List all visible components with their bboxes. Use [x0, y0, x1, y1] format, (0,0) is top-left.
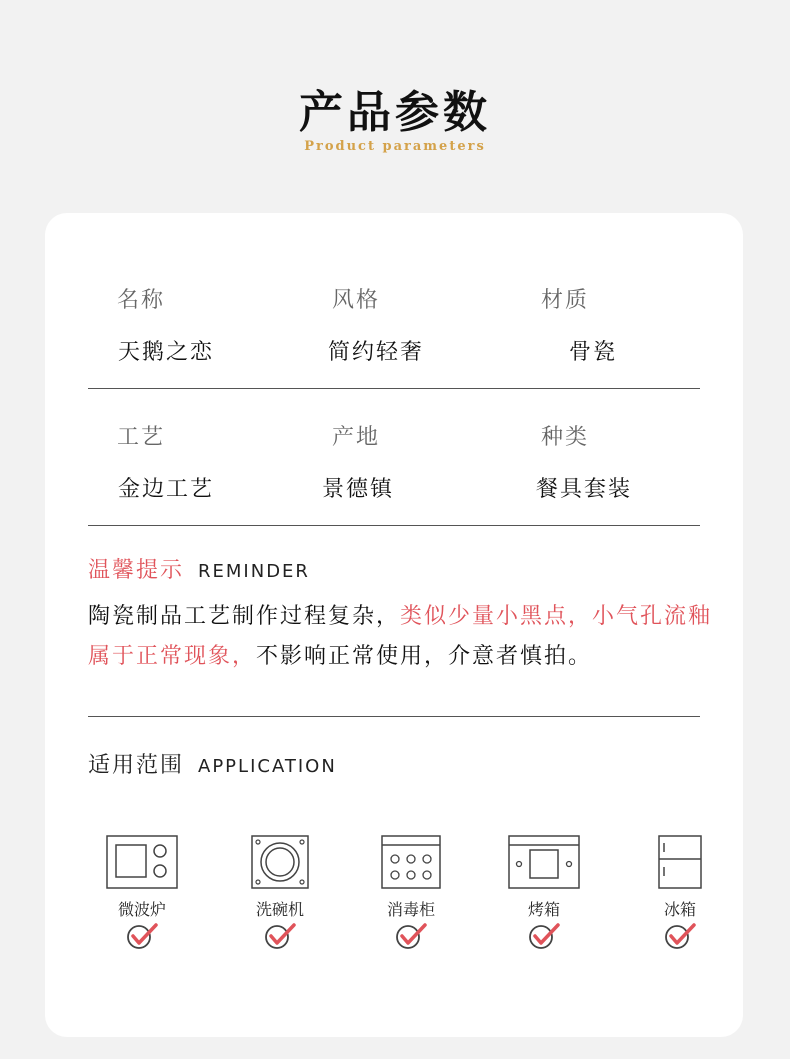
- page-title: 产品参数: [299, 87, 491, 138]
- application-label: 微波炉: [117, 900, 166, 919]
- fridge-icon: [658, 835, 702, 889]
- application-item-sterilizer: [356, 835, 466, 950]
- page-subtitle: Product parameters: [304, 139, 486, 154]
- application-title-en: APPLICATION: [198, 756, 337, 777]
- application-item-dishwasher: [225, 835, 335, 950]
- application-label: 消毒柜: [386, 900, 435, 919]
- application-item-microwave: [87, 835, 197, 950]
- reminder-text-part1: 陶瓷制品工艺制作过程复杂，: [88, 604, 401, 629]
- param-label-type: 种类: [541, 425, 590, 450]
- application-label: 冰箱: [663, 900, 696, 919]
- application-label: 洗碗机: [255, 900, 304, 919]
- param-label-origin: 产地: [332, 425, 381, 450]
- check-icon: [394, 920, 428, 950]
- param-label-style: 风格: [332, 288, 381, 313]
- param-label-material: 材质: [541, 288, 590, 313]
- microwave-icon: [106, 835, 178, 889]
- sterilizer-icon: [381, 835, 441, 889]
- param-value-type: 餐具套装: [536, 477, 633, 502]
- application-item-fridge: [625, 835, 735, 950]
- divider: [88, 388, 700, 389]
- param-value-name: 天鹅之恋: [118, 340, 215, 365]
- reminder-text: [88, 597, 718, 677]
- application-title-cn: 适用范围: [88, 753, 185, 778]
- application-label: 烤箱: [527, 900, 560, 919]
- param-value-origin: 景德镇: [322, 477, 395, 502]
- check-icon: [125, 920, 159, 950]
- param-value-craft: 金边工艺: [118, 477, 215, 502]
- reminder-text-highlight: 类似少量小黑点，小气孔流釉属于正常现象，: [88, 604, 713, 669]
- oven-icon: [508, 835, 580, 889]
- reminder-text-part2: 不影响正常使用，介意者慎拍。: [256, 644, 593, 669]
- reminder-title-cn: 温馨提示: [88, 558, 185, 583]
- params-card: [45, 213, 743, 1037]
- divider: [88, 716, 700, 717]
- reminder-title-en: REMINDER: [198, 561, 310, 582]
- reminder-heading: [88, 553, 310, 584]
- param-label-name: 名称: [117, 288, 166, 313]
- dishwasher-icon: [251, 835, 309, 889]
- application-item-oven: [489, 835, 599, 950]
- param-value-style: 简约轻奢: [328, 340, 425, 365]
- check-icon: [263, 920, 297, 950]
- check-icon: [663, 920, 697, 950]
- param-label-craft: 工艺: [117, 425, 166, 450]
- param-value-material: 骨瓷: [569, 340, 618, 365]
- application-heading: [88, 748, 337, 779]
- header: [0, 0, 790, 200]
- divider: [88, 525, 700, 526]
- check-icon: [527, 920, 561, 950]
